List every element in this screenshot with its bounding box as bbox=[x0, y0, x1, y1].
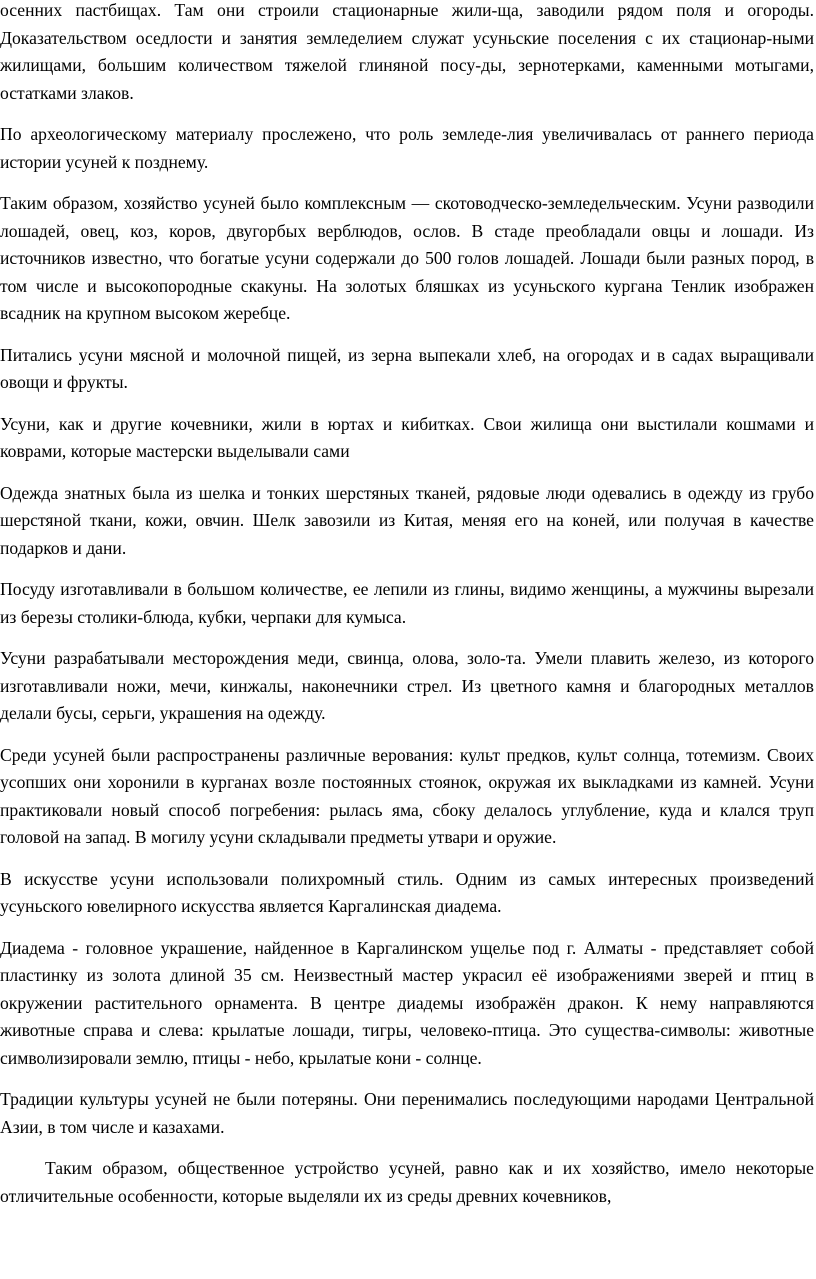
paragraph-dwellings: Усуни, как и другие кочевники, жили в юртах и кибитках. Свои жилища они выстилали кошмами и коврами, которые мастерски выделывали сами bbox=[0, 413, 814, 461]
paragraph-beliefs: Среди усуней были распространены различные верования: культ предков, культ солнца, тотемизм. Своих усопших они хоронили в курганах возле постоянных стоянок, окружая их выкладками из камней. Усуни практиковали новый способ погребения: рылась яма, сбоку делалось углубление, куда и клался труп головой на запад. В могилу усуни складывали предметы утвари и оружие. bbox=[0, 744, 814, 847]
paragraph-metallurgy: Усуни разрабатывали месторождения меди, свинца, олова, золо-та. Умели плавить железо, из которого изготавливали ножи, мечи, кинжалы, наконечники стрел. Из цветного камня и благородных металлов делали бусы, серьги, украшения на одежду. bbox=[0, 648, 814, 723]
paragraph-agriculture-growth: По археологическому материалу прослежено, что роль земледе-лия увеличивалась от раннего периода истории усуней к позднему. bbox=[0, 124, 814, 172]
paragraph-diadem: Диадема - головное украшение, найденное в Каргалинском ущелье под г. Алматы - представляет собой пластинку из золота длиной 35 см. Неизвестный мастер украсил её изображениями зверей и птиц в окружении растительного орнамента. В центре диадемы изображён дракон. К нему направляются животные справа и слева: крылатые лошади, тигры, человеко-птица. Это существа-символы: животные символизировали землю, птицы - небо, крылатые кони - солнце. bbox=[0, 937, 814, 1068]
paragraph-pottery: Посуду изготавливали в большом количестве, ее лепили из глины, видимо женщины, а мужчины вырезали из березы столики-блюда, кубки, черпаки для кумыса. bbox=[0, 579, 814, 627]
paragraph-economy: Таким образом, хозяйство усуней было комплексным — скотоводческо-земледельческим. Усуни разводили лошадей, овец, коз, коров, двугорбых верблюдов, ослов. В стаде преобладали овцы и лошади. Из источников известно, что богатые усуни содержали до 500 голов лошадей. Лошади были разных пород, в том числе и высокопородные скакуны. На золотых бляшках из усуньского кургана Тенлик изображен всадник на крупном высоком жеребце. bbox=[0, 193, 814, 323]
paragraph-traditions: Традиции культуры усуней не были потеряны. Они перенимались последующими народами Центральной Азии, в том числе и казахами. bbox=[0, 1089, 814, 1137]
paragraph-settled-life: осенних пастбищах. Там они строили стационарные жили-ща, заводили рядом поля и огороды. Доказательством оседлости и занятия земледелием служат усуньские поселения с их стационар-ными жилищами, большим количеством тяжелой глиняной посу-ды, зернотерками, каменными мотыгами, остатками злаков. bbox=[0, 0, 814, 103]
paragraph-clothing: Одежда знатных была из шелка и тонких шерстяных тканей, рядовые люди одевались в одежду из грубо шерстяной ткани, кожи, овчин. Шелк завозили из Китая, меняя его на коней, или получая в качестве подарков и дани. bbox=[0, 482, 814, 558]
paragraph-art-style: В искусстве усуни использовали полихромный стиль. Одним из самых интересных произведений усуньского ювелирного искусства является Каргалинская диадема. bbox=[0, 868, 814, 916]
paragraph-food: Питались усуни мясной и молочной пищей, из зерна выпекали хлеб, на огородах и в садах выращивали овощи и фрукты. bbox=[0, 344, 814, 392]
paragraph-conclusion: Таким образом, общественное устройство усуней, равно как и их хозяйство, имело некоторые отличительные особенности, которые выделяли их из среды древних кочевников, bbox=[0, 1158, 814, 1206]
